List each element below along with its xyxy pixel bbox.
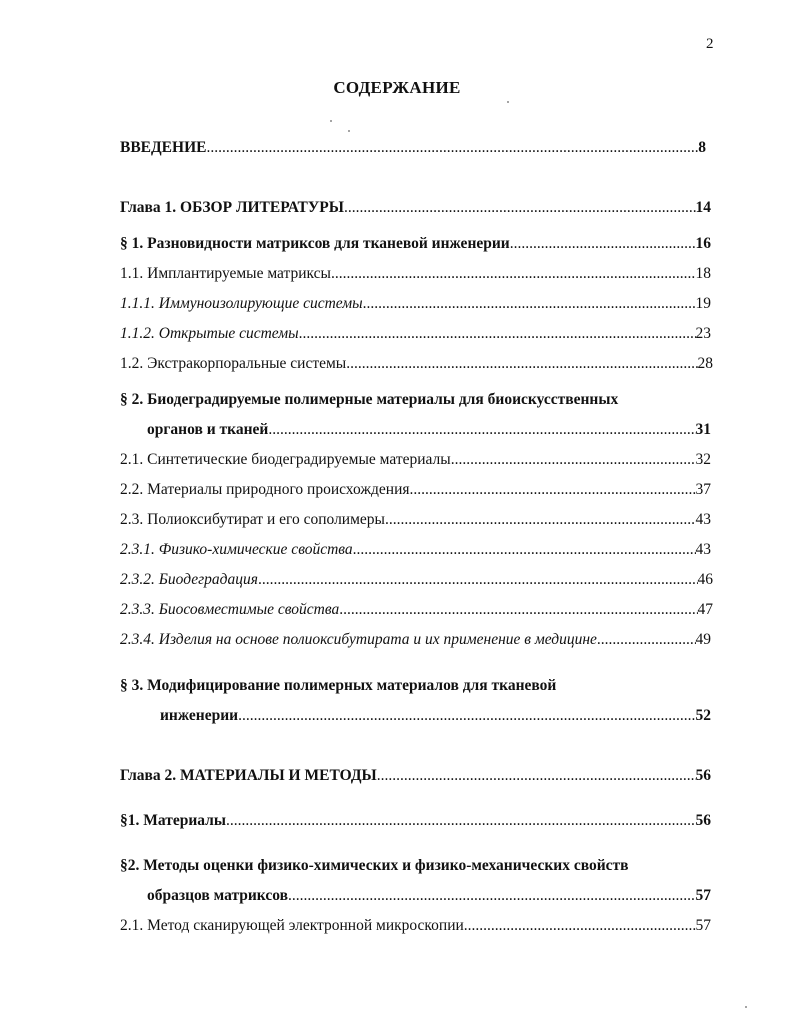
toc-leader-dots: [226, 811, 696, 831]
toc-entry: [147, 420, 711, 440]
toc-entry-title: 2.1. Синтетические биодеградируемые материалы: [120, 451, 451, 468]
toc-entry-page: 19: [695, 295, 711, 312]
toc-entry: [120, 450, 711, 470]
toc-entry-heading-line: §2. Методы оценки физико-химических и физико-механических свойств: [120, 857, 629, 874]
toc-entry-page: 47: [697, 601, 713, 618]
toc-leader-dots: [238, 706, 695, 726]
toc-entry-title: 2.3.1. Физико-химические свойства: [120, 541, 353, 558]
toc-leader-dots: [377, 766, 696, 786]
toc-entry: [120, 630, 711, 650]
toc-entry-title: Глава 2. МАТЕРИАЛЫ И МЕТОДЫ: [120, 767, 377, 784]
toc-entry-page: 8: [698, 139, 706, 156]
toc-entry-title: 1.1.2. Открытые системы: [120, 325, 299, 342]
toc-entry-page: 57: [695, 917, 711, 934]
toc-entry: [120, 766, 711, 786]
toc-entry-title: ВВЕДЕНИЕ: [120, 139, 207, 156]
toc-leader-dots: [464, 916, 696, 936]
toc-entry-title: 1.1.1. Иммуноизолирующие системы: [120, 295, 363, 312]
toc-entry-title: 1.2. Экстракорпоральные системы: [120, 355, 347, 372]
toc-entry: [120, 198, 711, 218]
toc-entry-heading-line: § 2. Биодеградируемые полимерные материалы для биоискусственных: [120, 391, 619, 408]
toc-entry-page: 23: [695, 325, 711, 342]
toc-entry: [120, 510, 711, 530]
toc-entry-title: 2.3.4. Изделия на основе полиоксибутирата и их применение в медицине: [120, 631, 597, 648]
toc-entry: [120, 294, 711, 314]
toc-entry-page: 16: [695, 235, 711, 252]
toc-entry: [120, 138, 706, 158]
toc-entry-title: 2.2. Материалы природного происхождения: [120, 481, 410, 498]
toc-leader-dots: [510, 234, 696, 254]
toc-entry-title: инженерии: [160, 707, 239, 724]
toc-leader-dots: [299, 324, 696, 344]
toc-leader-dots: [385, 510, 696, 530]
toc-entry: [120, 916, 711, 936]
toc-entry-title: 2.3.2. Биодеградация: [120, 571, 258, 588]
toc-entry: [120, 354, 713, 374]
toc-entry: [120, 324, 711, 344]
toc-leader-dots: [206, 138, 698, 158]
toc-leader-dots: [258, 570, 698, 590]
scan-speck: [745, 1006, 747, 1008]
toc-entry: [120, 264, 711, 284]
toc-leader-dots: [597, 630, 696, 650]
toc-entry-page: 56: [695, 767, 711, 784]
toc-entry-page: 14: [695, 199, 711, 216]
scan-speck: [507, 101, 509, 103]
toc-entry-page: 52: [695, 707, 711, 724]
toc-entry-title: 2.3.3. Биосовместимые свойства: [120, 601, 340, 618]
toc-entry-page: 43: [695, 541, 711, 558]
toc-leader-dots: [339, 600, 697, 620]
toc-leader-dots: [410, 480, 696, 500]
toc-entry-title: 2.1. Метод сканирующей электронной микроскопии: [120, 917, 464, 934]
toc-leader-dots: [451, 450, 696, 470]
toc-entry: [120, 540, 711, 560]
toc-leader-dots: [288, 886, 696, 906]
toc-entry-title: 2.3. Полиоксибутират и его сополимеры: [120, 511, 385, 528]
toc-entry-page: 37: [695, 481, 711, 498]
toc-entry-page: 43: [695, 511, 711, 528]
toc-entry-title: §1. Материалы: [120, 812, 226, 829]
toc-entry-page: 31: [695, 421, 711, 438]
toc-entry: [120, 570, 713, 590]
toc-entry: [147, 886, 711, 906]
scan-speck: [348, 130, 350, 132]
page-number: 2: [706, 36, 714, 52]
toc-entry-page: 56: [695, 812, 711, 829]
toc-entry-title: § 1. Разновидности матриксов для тканевой инженерии: [120, 235, 510, 252]
toc-entry: [120, 811, 711, 831]
toc-entry-page: 49: [695, 631, 711, 648]
toc-leader-dots: [346, 354, 697, 374]
toc-entry: [160, 706, 711, 726]
toc-leader-dots: [331, 264, 696, 284]
toc-entry-page: 32: [695, 451, 711, 468]
toc-entry: [120, 234, 711, 254]
page-title: СОДЕРЖАНИЕ: [333, 78, 461, 97]
toc-entry-title: 1.1. Имплантируемые матриксы: [120, 265, 331, 282]
toc-entry-page: 46: [697, 571, 713, 588]
toc-leader-dots: [268, 420, 695, 440]
toc-leader-dots: [363, 294, 696, 314]
toc-entry-page: 57: [695, 887, 711, 904]
toc-entry: [120, 600, 713, 620]
toc-entry-page: 18: [695, 265, 711, 282]
toc-entry-title: образцов матриксов: [147, 887, 288, 904]
toc-leader-dots: [353, 540, 696, 560]
scan-speck: [330, 120, 332, 122]
toc-entry-page: 28: [697, 355, 713, 372]
toc-leader-dots: [344, 198, 696, 218]
toc-entry-title: Глава 1. ОБЗОР ЛИТЕРАТУРЫ: [120, 199, 344, 216]
toc-entry-heading-line: § 3. Модифицирование полимерных материалов для тканевой: [120, 677, 557, 694]
toc-entry-title: органов и тканей: [147, 421, 269, 438]
toc-entry: [120, 480, 711, 500]
